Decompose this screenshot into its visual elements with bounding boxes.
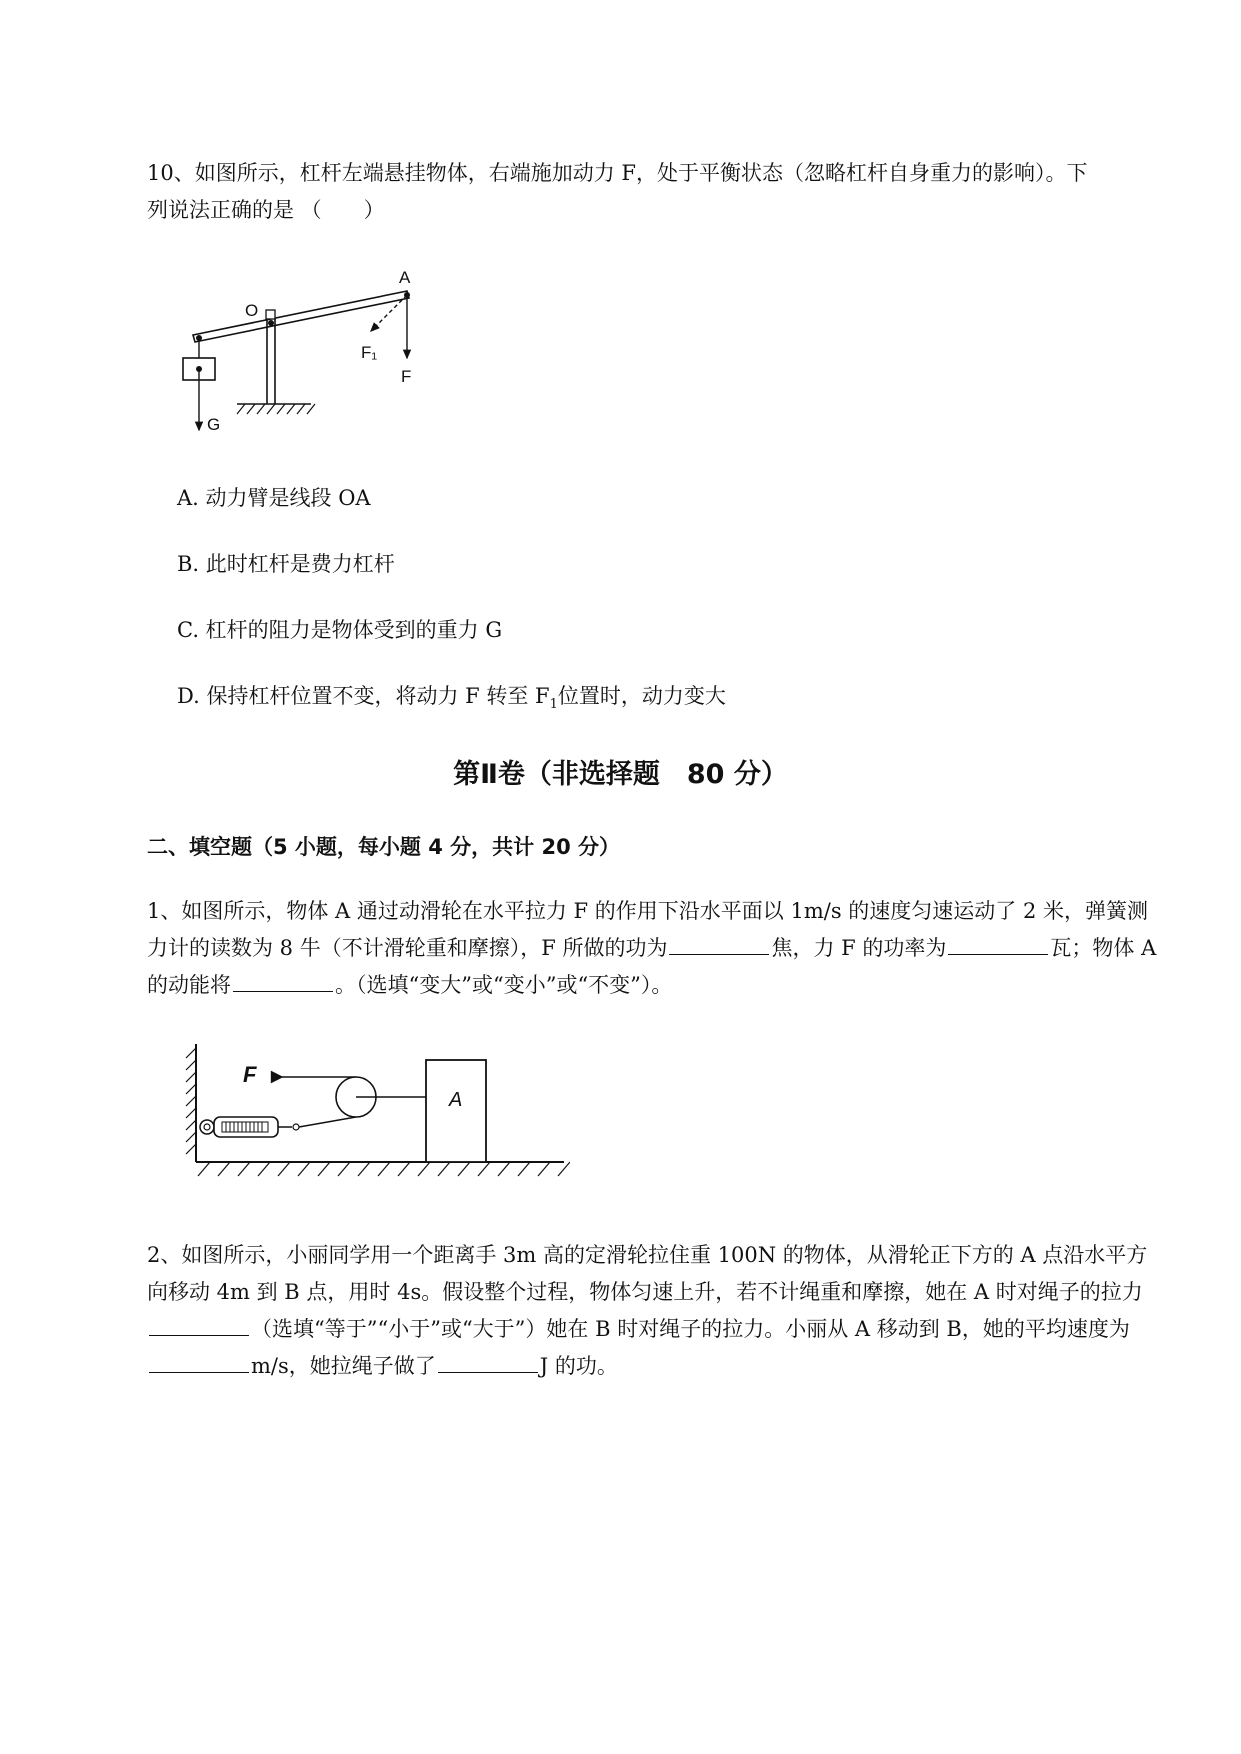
q2-text — [147, 1237, 1157, 1385]
q2-seg1: 2、如图所示，小丽同学用一个距离手 3m 高的定滑轮拉住重 100N 的物体，从滑轮正下方的 A 点沿水平方向移动 4m 到 B 点，用时 4s。假设整个过程，物体匀速上升，若不计绳重和摩擦，她在 A 时对绳子的拉力 — [147, 1243, 1148, 1304]
label-A: A — [449, 1089, 463, 1111]
q1-seg4: 。（选填“变大”或“变小”或“不变”）。 — [335, 973, 673, 997]
label-F1: F₁ — [361, 343, 378, 362]
block-A — [426, 1060, 486, 1162]
q2-seg2: （选填“等于”“小于”或“大于”）她在 B 时对绳子的拉力。小丽从 A 移动到 B，她的平均速度为 — [251, 1317, 1130, 1341]
section-heading: 二、填空题（5 小题，每小题 4 分，共计 20 分） — [147, 835, 621, 859]
q2-seg3: m/s，她拉绳子做了 — [251, 1354, 436, 1378]
q10-option-b: B. 此时杠杆是费力杠杆 — [177, 552, 395, 576]
label-F: F — [401, 367, 412, 386]
q1-seg3: 瓦；物体 A 的动能将 — [147, 936, 1157, 997]
lever-bar — [193, 291, 409, 342]
part2-title: 第Ⅱ卷（非选择题 80 分） — [453, 759, 788, 790]
q1-text — [147, 893, 1157, 1004]
q1-seg1: 1、如图所示，物体 A 通过动滑轮在水平拉力 F 的作用下沿水平面以 1m/s 的速度匀速运动了 2 米，弹簧测力计的读数为 8 牛（不计滑轮重和摩擦），F 所做的功为 — [147, 899, 1148, 960]
lever-figure — [175, 262, 445, 442]
q10-option-d-pre: D. 保持杠杆位置不变，将动力 F 转至 F — [177, 684, 550, 708]
label-G: G — [207, 415, 221, 434]
q10-option-d-post: 位置时，动力变大 — [557, 684, 726, 708]
label-F: F — [243, 1062, 257, 1087]
label-A: A — [399, 268, 411, 287]
q2-seg4: J 的功。 — [539, 1354, 618, 1378]
q10-option-c: C. 杠杆的阻力是物体受到的重力 G — [177, 618, 503, 642]
q10-option-d-sub: 1 — [549, 697, 558, 713]
q10-stem — [147, 155, 1157, 229]
q2-blank-2[interactable] — [149, 1350, 249, 1373]
q1-blank-2[interactable] — [948, 932, 1048, 955]
q10-stem-line1: 10、如图所示，杠杆左端悬挂物体，右端施加动力 F，处于平衡状态（忽略杠杆自身重力的影响）。下 — [147, 161, 1088, 185]
q10-stem-line2: 列说法正确的是 （ ） — [147, 198, 385, 222]
q1-blank-3[interactable] — [233, 969, 333, 992]
pulley-figure — [170, 1040, 570, 1200]
label-O: O — [245, 301, 259, 320]
q10-option-a: A. 动力臂是线段 OA — [177, 486, 371, 510]
q1-blank-1[interactable] — [669, 932, 769, 955]
q1-seg2: 焦，力 F 的功率为 — [771, 936, 947, 960]
q2-blank-3[interactable] — [438, 1350, 538, 1373]
q10-option-d — [177, 681, 726, 720]
q2-blank-1[interactable] — [149, 1313, 249, 1336]
pivot-dot — [268, 320, 274, 326]
